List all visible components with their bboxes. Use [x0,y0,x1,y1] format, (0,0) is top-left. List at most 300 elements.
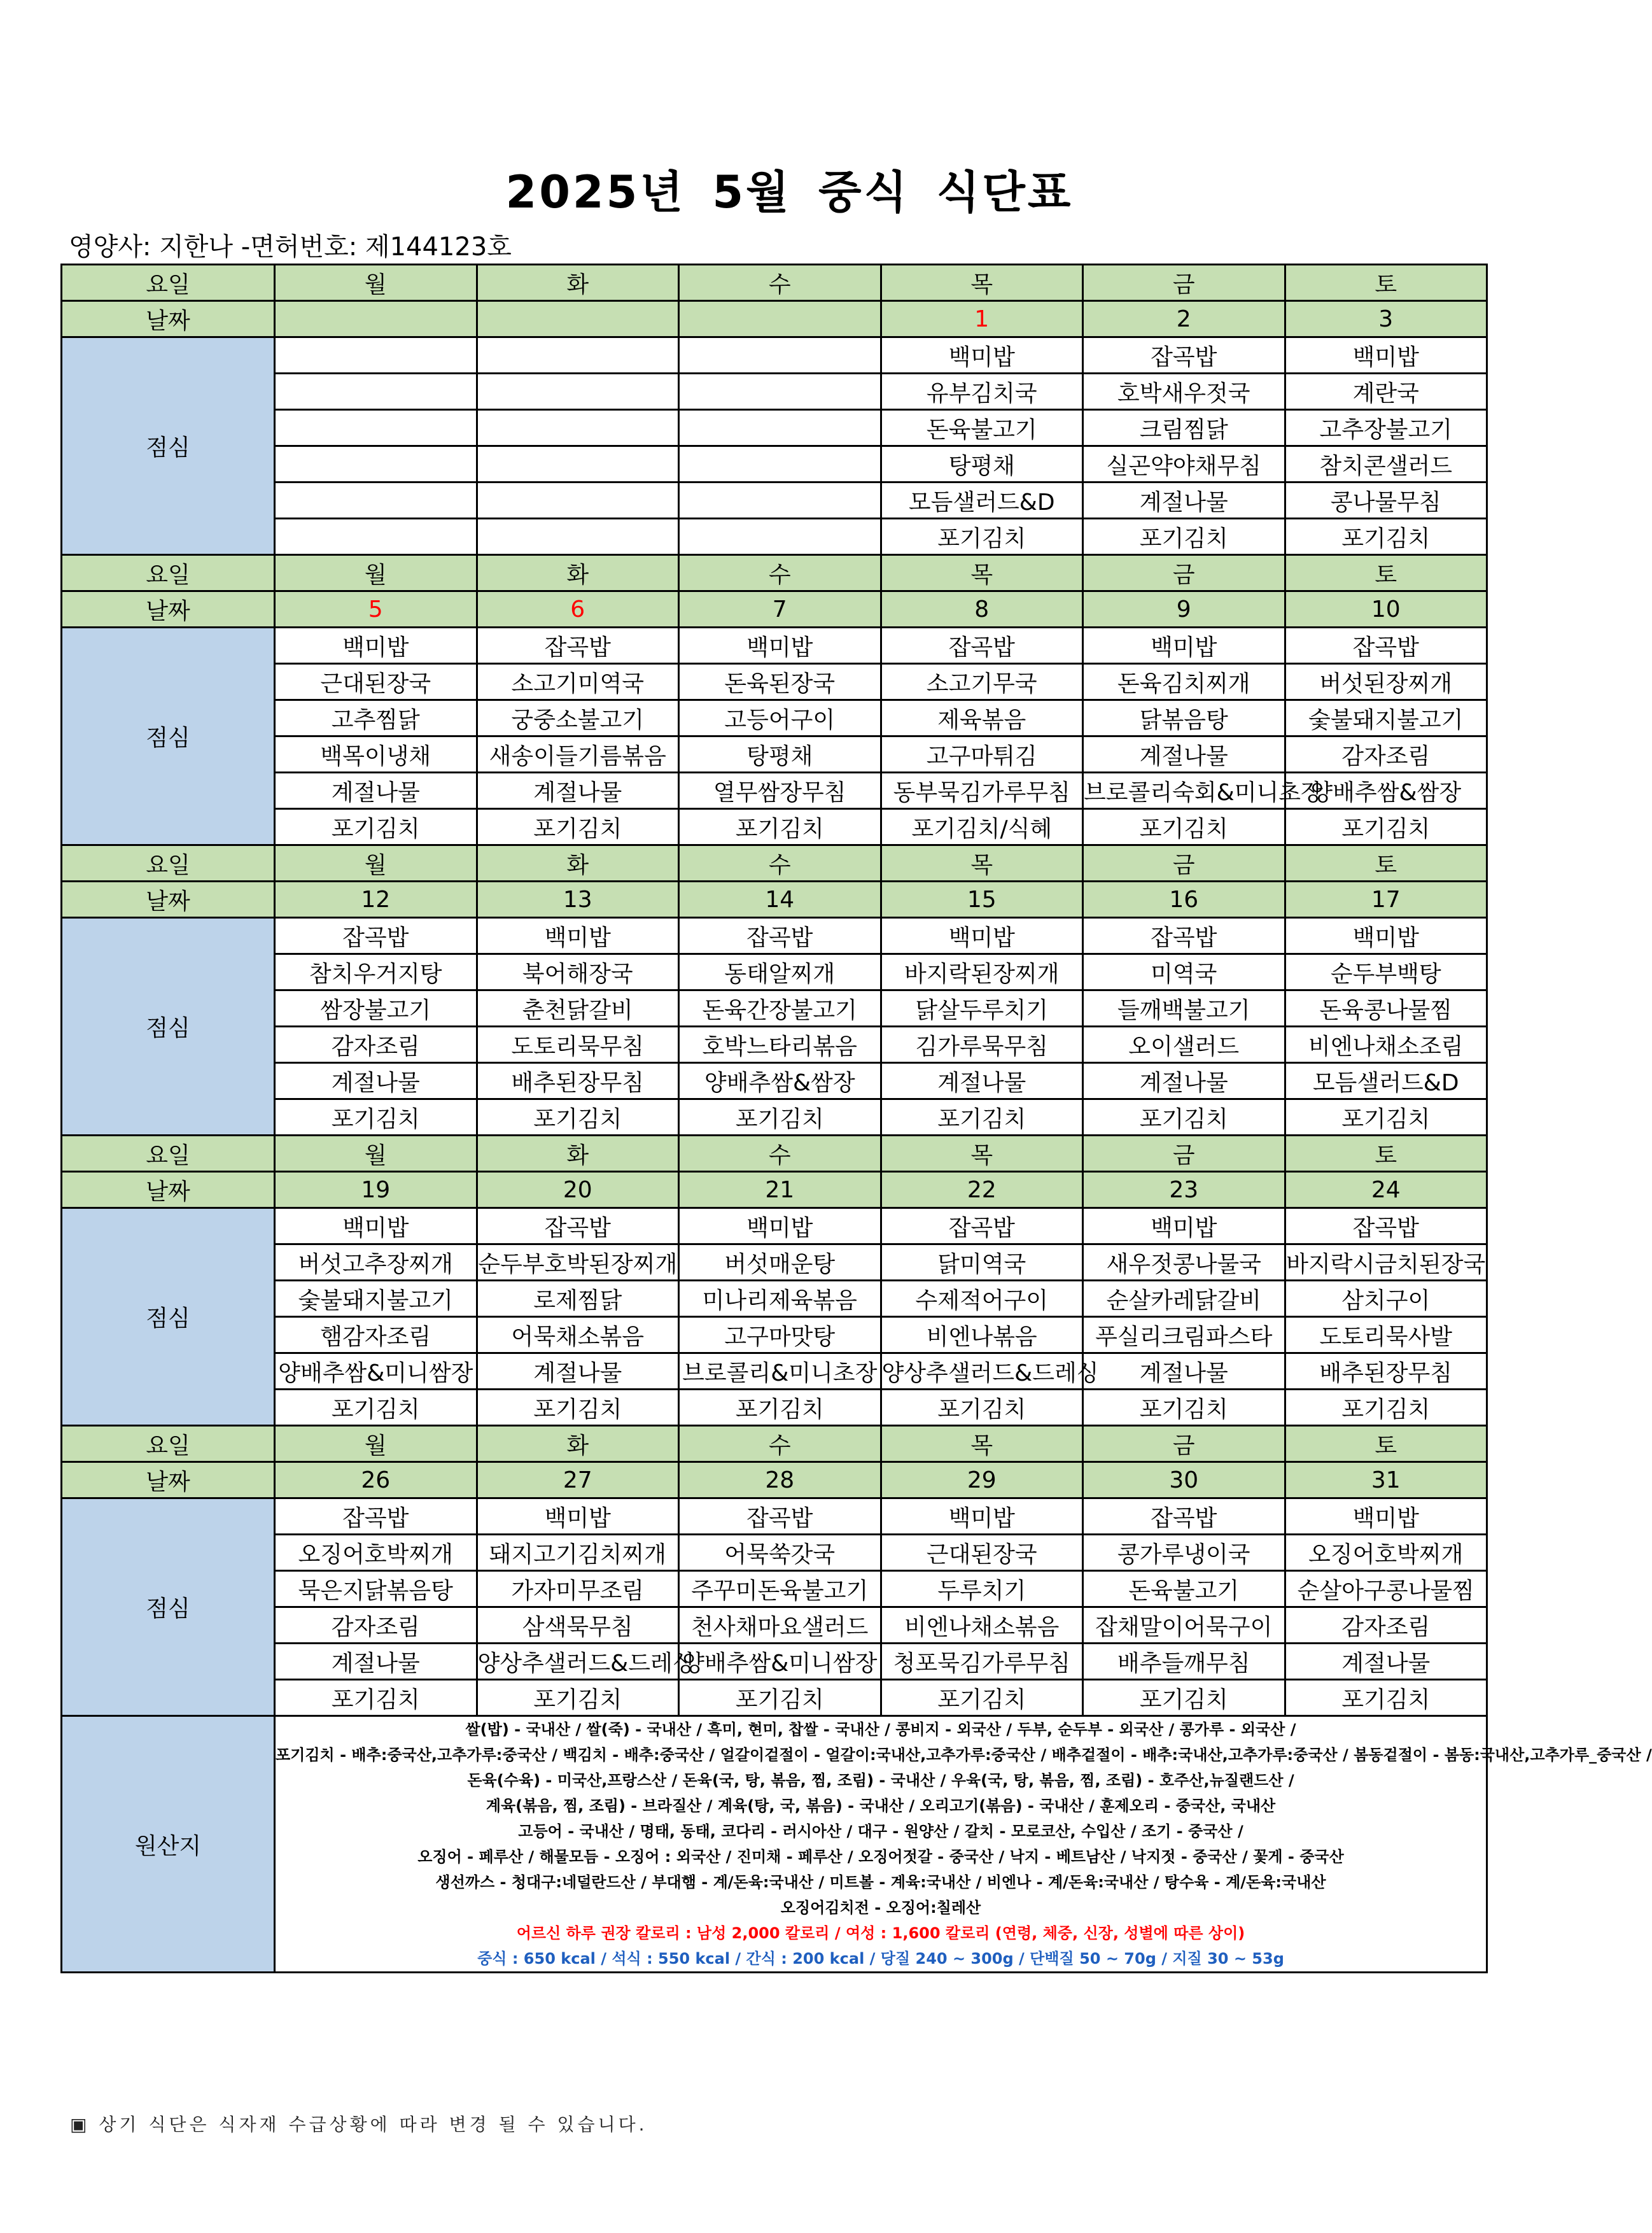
menu-item: 잡곡밥 [881,1208,1083,1244]
menu-row [62,990,1487,1027]
menu-item [679,337,881,374]
date-cell: 30 [1083,1462,1285,1498]
menu-item: 계절나물 [1083,736,1285,773]
weekday-row [62,845,1487,882]
date-row [62,882,1487,918]
menu-item: 호박새우젓국 [1083,374,1285,410]
calorie-note: 어르신 하루 권장 칼로리 : 남성 2,000 칼로리 / 여성 : 1,600 칼로리 (연령, 체중, 신장, 성별에 따른 상이) [516,1924,1245,1942]
menu-item [275,446,477,483]
menu-item: 감자조림 [275,1607,477,1644]
menu-item: 숯불돼지불고기 [1285,700,1487,736]
menu-item [477,446,679,483]
origin-line: 돈육(수육) - 미국산,프랑스산 / 돈육(국, 탕, 볶음, 찜, 조림) - 국내산 / 우육(국, 탕, 볶음, 찜, 조림) - 호주산,뉴질랜드산 / [467,1772,1294,1789]
menu-item: 포기김치 [679,809,881,845]
menu-row [62,1317,1487,1353]
menu-item: 탕평채 [881,446,1083,483]
menu-item: 배추된장무침 [1285,1353,1487,1390]
footnote: ▣ 상기 식단은 식자재 수급상황에 따라 변경 될 수 있습니다. [70,2114,648,2135]
menu-item: 양배추쌈&미니쌈장 [679,1644,881,1680]
menu-item: 포기김치 [275,809,477,845]
date-cell: 24 [1285,1172,1487,1208]
menu-item [477,519,679,555]
menu-item [275,519,477,555]
date-cell: 7 [679,591,881,628]
menu-item: 비엔나채소볶음 [881,1607,1083,1644]
menu-row [62,1027,1487,1063]
menu-item [477,374,679,410]
menu-row [62,1535,1487,1571]
weekday-cell: 목 [881,1426,1083,1462]
menu-row [62,1498,1487,1535]
weekday-cell: 월 [275,1426,477,1462]
menu-item: 순두부백탕 [1285,954,1487,990]
date-cell [477,301,679,337]
date-cell: 5 [275,591,477,628]
menu-item: 바지락된장찌개 [881,954,1083,990]
menu-row [62,1607,1487,1644]
menu-item: 포기김치 [881,1099,1083,1136]
menu-item: 백미밥 [1083,1208,1285,1244]
weekday-cell: 수 [679,845,881,882]
date-label: 날짜 [62,301,275,337]
menu-item: 백미밥 [275,1208,477,1244]
menu-item: 참치콘샐러드 [1285,446,1487,483]
menu-table [60,264,1652,1973]
menu-row [62,410,1487,446]
menu-item: 콩나물무침 [1285,483,1487,519]
weekday-cell: 금 [1083,1426,1285,1462]
menu-item: 숯불돼지불고기 [275,1281,477,1317]
menu-item: 청포묵김가루무침 [881,1644,1083,1680]
menu-item: 계절나물 [275,1063,477,1099]
weekday-cell: 화 [477,1426,679,1462]
menu-item: 포기김치 [881,519,1083,555]
menu-item: 백미밥 [1285,337,1487,374]
menu-row [62,1099,1487,1136]
menu-item [679,446,881,483]
menu-item: 도토리묵무침 [477,1027,679,1063]
date-cell: 13 [477,882,679,918]
menu-item: 백미밥 [1083,628,1285,664]
menu-item: 잡곡밥 [881,628,1083,664]
date-cell: 27 [477,1462,679,1498]
menu-row [62,736,1487,773]
menu-item: 참치우거지탕 [275,954,477,990]
menu-item: 소고기미역국 [477,664,679,700]
weekday-cell: 토 [1285,1136,1487,1172]
date-cell: 3 [1285,301,1487,337]
menu-row [62,1353,1487,1390]
menu-item: 미나리제육볶음 [679,1281,881,1317]
menu-item [679,483,881,519]
menu-row [62,809,1487,845]
menu-item: 양상추샐러드&드레싱 [477,1644,679,1680]
date-cell [679,301,881,337]
date-cell: 31 [1285,1462,1487,1498]
weekday-cell: 금 [1083,1136,1285,1172]
menu-item: 북어해장국 [477,954,679,990]
date-row [62,591,1487,628]
menu-item: 실곤약야채무침 [1083,446,1285,483]
date-label: 날짜 [62,882,275,918]
weekday-cell: 수 [679,555,881,591]
menu-item: 포기김치 [1083,1390,1285,1426]
menu-item: 삼치구이 [1285,1281,1487,1317]
menu-item: 잡채말이어묵구이 [1083,1607,1285,1644]
menu-item: 유부김치국 [881,374,1083,410]
weekday-cell: 수 [679,1426,881,1462]
date-cell: 21 [679,1172,881,1208]
weekday-cell: 토 [1285,845,1487,882]
weekday-row [62,1136,1487,1172]
date-cell: 14 [679,882,881,918]
menu-row [62,954,1487,990]
weekday-row [62,265,1487,301]
menu-item: 계절나물 [1083,483,1285,519]
menu-item: 바지락시금치된장국 [1285,1244,1487,1281]
menu-item: 비엔나채소조림 [1285,1027,1487,1063]
nutrition-note: 중식 : 650 kcal / 석식 : 550 kcal / 간식 : 200 kcal / 당질 240 ~ 300g / 단백질 50 ~ 70g / 지질 30 ~ 53g [477,1950,1284,1968]
menu-item: 돈육불고기 [1083,1571,1285,1607]
menu-item: 어묵채소볶음 [477,1317,679,1353]
menu-item: 주꾸미돈육불고기 [679,1571,881,1607]
menu-item [477,483,679,519]
menu-item: 포기김치 [1083,1099,1285,1136]
menu-item: 포기김치 [477,1099,679,1136]
menu-item: 고구마맛탕 [679,1317,881,1353]
menu-item: 닭볶음탕 [1083,700,1285,736]
menu-item: 포기김치 [275,1680,477,1716]
lunch-label: 점심 [62,1208,275,1426]
weekday-label: 요일 [62,1426,275,1462]
menu-item: 잡곡밥 [1285,628,1487,664]
menu-item: 콩가루냉이국 [1083,1535,1285,1571]
date-label: 날짜 [62,1172,275,1208]
menu-row [62,374,1487,410]
menu-item: 백미밥 [881,1498,1083,1535]
menu-item: 닭살두루치기 [881,990,1083,1027]
menu-item: 브로콜리숙회&미니초장 [1083,773,1285,809]
date-cell: 1 [881,301,1083,337]
menu-item: 어묵쑥갓국 [679,1535,881,1571]
weekday-cell: 금 [1083,845,1285,882]
menu-item [679,410,881,446]
weekday-row [62,1426,1487,1462]
menu-item: 제육볶음 [881,700,1083,736]
menu-item: 감자조림 [1285,736,1487,773]
weekday-cell: 화 [477,845,679,882]
menu-item: 쌈장불고기 [275,990,477,1027]
menu-row [62,446,1487,483]
menu-item: 백목이냉채 [275,736,477,773]
menu-row [62,1244,1487,1281]
menu-item: 비엔나볶음 [881,1317,1083,1353]
menu-item: 열무쌈장무침 [679,773,881,809]
menu-item: 양배추쌈&쌈장 [679,1063,881,1099]
menu-item: 도토리묵사발 [1285,1317,1487,1353]
date-cell: 15 [881,882,1083,918]
menu-item: 계절나물 [477,1353,679,1390]
menu-item: 포기김치 [1083,519,1285,555]
weekday-cell: 토 [1285,265,1487,301]
weekday-label: 요일 [62,1136,275,1172]
menu-item: 포기김치/식혜 [881,809,1083,845]
menu-item: 탕평채 [679,736,881,773]
date-cell: 10 [1285,591,1487,628]
menu-item: 계절나물 [1083,1353,1285,1390]
menu-row [62,1063,1487,1099]
origin-info [275,1716,1652,1973]
menu-row [62,918,1487,954]
lunch-label: 점심 [62,1498,275,1716]
weekday-cell: 월 [275,845,477,882]
menu-item [275,410,477,446]
date-cell [275,301,477,337]
origin-line: 계육(볶음, 찜, 조림) - 브라질산 / 계육(탕, 국, 볶음) - 국내산 / 오리고기(볶음) - 국내산 / 훈제오리 - 중국산, 국내산 [486,1797,1276,1815]
menu-item: 새송이들기름볶음 [477,736,679,773]
date-cell: 17 [1285,882,1487,918]
menu-item: 돈육간장불고기 [679,990,881,1027]
menu-item: 묵은지닭볶음탕 [275,1571,477,1607]
menu-item: 백미밥 [679,628,881,664]
weekday-label: 요일 [62,845,275,882]
weekday-cell: 화 [477,555,679,591]
menu-item [275,337,477,374]
menu-item: 새우젓콩나물국 [1083,1244,1285,1281]
menu-item: 포기김치 [1285,1099,1487,1136]
menu-item: 순살아구콩나물찜 [1285,1571,1487,1607]
menu-item: 돈육콩나물찜 [1285,990,1487,1027]
menu-item: 잡곡밥 [1285,1208,1487,1244]
menu-item: 포기김치 [679,1680,881,1716]
menu-item: 양배추쌈&쌈장 [1285,773,1487,809]
weekday-cell: 월 [275,555,477,591]
menu-item: 포기김치 [275,1390,477,1426]
menu-item: 순살카레닭갈비 [1083,1281,1285,1317]
menu-row [62,1390,1487,1426]
menu-item: 고추장불고기 [1285,410,1487,446]
menu-item: 감자조림 [1285,1607,1487,1644]
menu-item: 춘천닭갈비 [477,990,679,1027]
menu-item: 백미밥 [881,337,1083,374]
menu-row [62,1208,1487,1244]
menu-item: 배추된장무침 [477,1063,679,1099]
menu-item: 잡곡밥 [1083,918,1285,954]
menu-item: 닭미역국 [881,1244,1083,1281]
menu-item: 고구마튀김 [881,736,1083,773]
date-cell: 23 [1083,1172,1285,1208]
menu-item: 호박느타리볶음 [679,1027,881,1063]
menu-item: 잡곡밥 [477,628,679,664]
menu-item: 수제적어구이 [881,1281,1083,1317]
menu-item: 돈육된장국 [679,664,881,700]
menu-item: 계절나물 [1285,1644,1487,1680]
menu-item: 계절나물 [275,773,477,809]
menu-item: 포기김치 [275,1099,477,1136]
menu-item: 감자조림 [275,1027,477,1063]
lunch-label: 점심 [62,918,275,1136]
date-label: 날짜 [62,591,275,628]
menu-item: 잡곡밥 [275,1498,477,1535]
menu-item: 잡곡밥 [1083,1498,1285,1535]
menu-item: 햄감자조림 [275,1317,477,1353]
menu-item: 포기김치 [679,1390,881,1426]
menu-item: 계절나물 [275,1644,477,1680]
menu-item [477,337,679,374]
menu-item: 가자미무조림 [477,1571,679,1607]
menu-item: 미역국 [1083,954,1285,990]
date-cell: 28 [679,1462,881,1498]
menu-item: 잡곡밥 [275,918,477,954]
menu-item: 돈육김치찌개 [1083,664,1285,700]
weekday-cell: 수 [679,265,881,301]
menu-item: 동부묵김가루무침 [881,773,1083,809]
date-cell: 19 [275,1172,477,1208]
origin-line: 쌀(밥) - 국내산 / 쌀(죽) - 국내산 / 흑미, 현미, 찹쌀 - 국내산 / 콩비지 - 외국산 / 두부, 순두부 - 외국산 / 콩가루 - 외국산 / [465,1721,1296,1738]
menu-item: 오징어호박찌개 [1285,1535,1487,1571]
menu-item: 포기김치 [477,1390,679,1426]
menu-item: 백미밥 [1285,1498,1487,1535]
menu-row [62,1281,1487,1317]
menu-item: 브로콜리&미니초장 [679,1353,881,1390]
page-title: 2025년 5월 중식 식단표 [505,166,1074,218]
menu-item: 계절나물 [881,1063,1083,1099]
weekday-cell: 화 [477,1136,679,1172]
menu-item: 백미밥 [275,628,477,664]
menu-item: 포기김치 [1083,1680,1285,1716]
menu-item: 두루치기 [881,1571,1083,1607]
date-cell: 2 [1083,301,1285,337]
menu-item [679,519,881,555]
date-row [62,301,1487,337]
date-label: 날짜 [62,1462,275,1498]
menu-item: 들깨백불고기 [1083,990,1285,1027]
menu-row [62,1644,1487,1680]
menu-item: 모듬샐러드&D [881,483,1083,519]
date-cell: 29 [881,1462,1083,1498]
menu-item: 백미밥 [477,1498,679,1535]
menu-item: 계란국 [1285,374,1487,410]
date-row [62,1462,1487,1498]
dietitian-info: 영양사: 지한나 -면허번호: 제144123호 [69,232,512,262]
menu-item: 포기김치 [477,809,679,845]
menu-row [62,628,1487,664]
weekday-row [62,555,1487,591]
date-cell: 20 [477,1172,679,1208]
menu-item: 포기김치 [477,1680,679,1716]
origin-row [62,1716,1487,1973]
menu-item: 포기김치 [1285,519,1487,555]
date-cell: 16 [1083,882,1285,918]
date-cell: 9 [1083,591,1285,628]
weekday-cell: 목 [881,845,1083,882]
weekday-cell: 토 [1285,1426,1487,1462]
weekday-cell: 금 [1083,265,1285,301]
menu-item: 포기김치 [1285,1680,1487,1716]
menu-item: 근대된장국 [275,664,477,700]
menu-item: 잡곡밥 [679,918,881,954]
menu-row [62,519,1487,555]
weekday-cell: 토 [1285,555,1487,591]
menu-item: 계절나물 [1083,1063,1285,1099]
menu-item [275,374,477,410]
origin-label: 원산지 [62,1716,275,1973]
menu-item: 포기김치 [881,1680,1083,1716]
menu-item [275,483,477,519]
date-cell: 26 [275,1462,477,1498]
weekday-cell: 월 [275,1136,477,1172]
menu-row [62,773,1487,809]
menu-item: 김가루묵무침 [881,1027,1083,1063]
origin-line: 생선까스 - 청대구:네덜란드산 / 부대햄 - 계/돈육:국내산 / 미트볼 - 계육:국내산 / 비엔나 - 계/돈육:국내산 / 탕수육 - 계/돈육:국내산 [435,1873,1326,1891]
origin-line: 오징어 - 페루산 / 해물모듬 - 오징어 : 외국산 / 진미채 - 페루산 / 오징어젓갈 - 중국산 / 낙지 - 베트남산 / 낙지젓 - 중국산 / 꽃게 - 중국산 [417,1848,1344,1866]
menu-item: 백미밥 [477,918,679,954]
menu-item: 백미밥 [1285,918,1487,954]
menu-item: 돈육불고기 [881,410,1083,446]
date-cell: 22 [881,1172,1083,1208]
menu-item: 고추찜닭 [275,700,477,736]
menu-item [477,410,679,446]
menu-item: 포기김치 [1285,1390,1487,1426]
menu-item: 백미밥 [679,1208,881,1244]
date-row [62,1172,1487,1208]
menu-item: 포기김치 [1285,809,1487,845]
date-cell: 12 [275,882,477,918]
menu-item: 오이샐러드 [1083,1027,1285,1063]
menu-item: 계절나물 [477,773,679,809]
menu-item: 오징어호박찌개 [275,1535,477,1571]
weekday-cell: 금 [1083,555,1285,591]
menu-item: 동태알찌개 [679,954,881,990]
menu-item: 고등어구이 [679,700,881,736]
weekday-cell: 목 [881,555,1083,591]
menu-item: 소고기무국 [881,664,1083,700]
lunch-label: 점심 [62,628,275,845]
weekday-cell: 월 [275,265,477,301]
menu-row [62,483,1487,519]
menu-item: 천사채마요샐러드 [679,1607,881,1644]
menu-item [679,374,881,410]
menu-item: 궁중소불고기 [477,700,679,736]
menu-item: 버섯매운탕 [679,1244,881,1281]
weekday-label: 요일 [62,265,275,301]
origin-line: 포기김치 - 배추:중국산,고추가루:중국산 / 백김치 - 배추:중국산 / 얼갈이겉절이 - 얼갈이:국내산,고추가루:중국산 / 배추겉절이 - 배추:국내산,고추가루:중국산 / 봄동겉절이 - 봄동:국내산,고추가루_중국산 / [276,1746,1652,1764]
lunch-label: 점심 [62,337,275,555]
menu-item: 잡곡밥 [1083,337,1285,374]
menu-row [62,1680,1487,1716]
date-cell: 6 [477,591,679,628]
origin-line: 고등어 - 국내산 / 명태, 동태, 코다리 - 러시아산 / 대구 - 원양산 / 갈치 - 모로코산, 수입산 / 조기 - 중국산 / [518,1822,1243,1840]
menu-item: 백미밥 [881,918,1083,954]
menu-row [62,1571,1487,1607]
menu-item: 포기김치 [1083,809,1285,845]
menu-row [62,664,1487,700]
menu-item: 버섯된장찌개 [1285,664,1487,700]
weekday-cell: 목 [881,1136,1083,1172]
menu-item: 잡곡밥 [679,1498,881,1535]
menu-item: 포기김치 [679,1099,881,1136]
menu-item: 포기김치 [881,1390,1083,1426]
menu-item: 순두부호박된장찌개 [477,1244,679,1281]
menu-item: 크림찜닭 [1083,410,1285,446]
date-cell: 8 [881,591,1083,628]
menu-item: 버섯고추장찌개 [275,1244,477,1281]
menu-item: 잡곡밥 [477,1208,679,1244]
menu-item: 모듬샐러드&D [1285,1063,1487,1099]
menu-item: 배추들깨무침 [1083,1644,1285,1680]
menu-item: 푸실리크림파스타 [1083,1317,1285,1353]
menu-item: 양상추샐러드&드레싱 [881,1353,1083,1390]
